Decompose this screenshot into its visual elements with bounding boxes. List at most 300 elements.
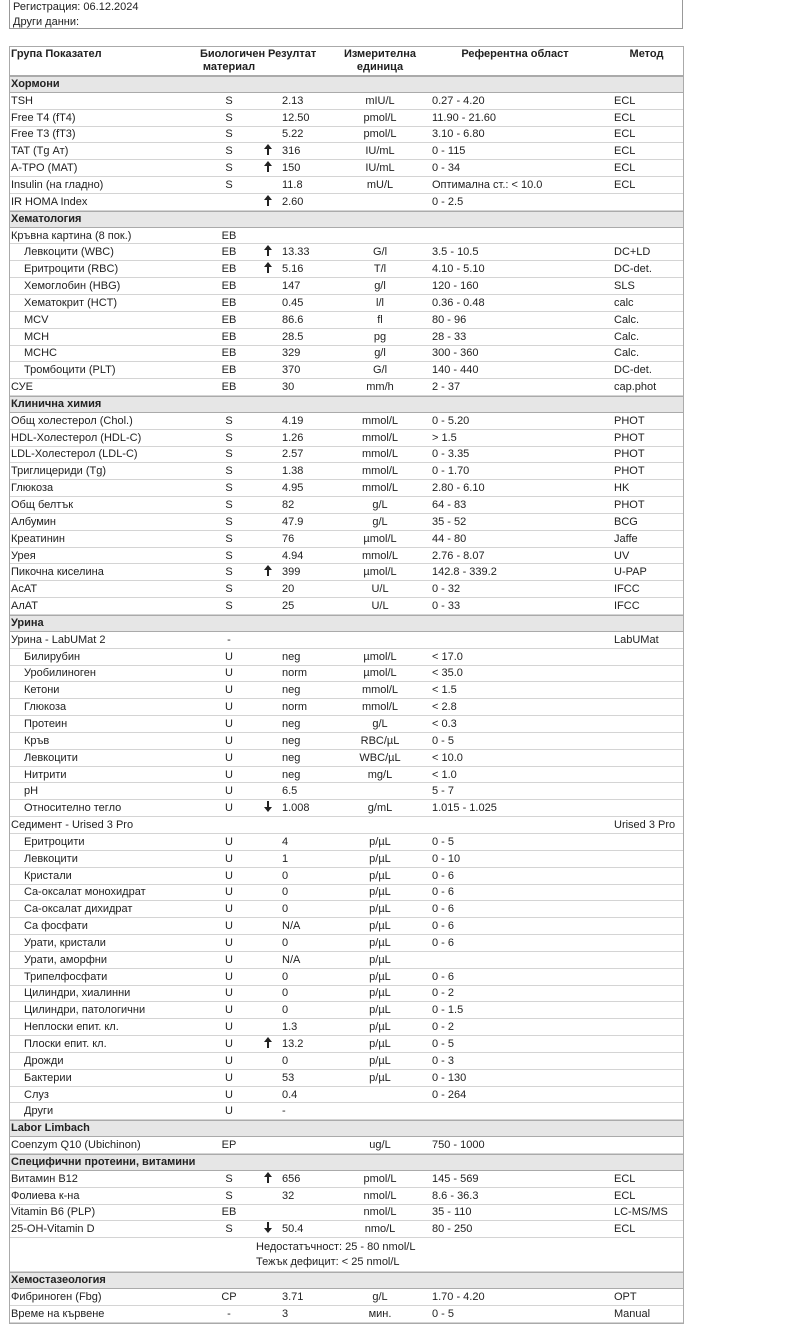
indicator-name: Урея — [11, 549, 36, 562]
unit: ug/L — [369, 1139, 391, 1152]
table-row — [10, 733, 683, 750]
table-row — [10, 800, 683, 817]
table-row — [10, 278, 683, 295]
unit: IU/mL — [365, 162, 395, 175]
reference-range: 0 - 3.35 — [432, 448, 470, 461]
table-row — [10, 767, 683, 784]
material: CP — [221, 1290, 237, 1303]
table-row — [10, 783, 683, 800]
result-value: 1 — [282, 852, 289, 865]
indicator-name: Фибриноген (Fbg) — [11, 1290, 102, 1303]
table-row — [10, 632, 683, 649]
arrow-up-icon — [258, 262, 278, 276]
result-value: neg — [282, 717, 301, 730]
unit: mmol/L — [361, 465, 399, 478]
reference-range: < 1.5 — [432, 684, 457, 697]
result-value: 0.4 — [282, 1088, 298, 1101]
indicator-name: 25-OH-Vitamin D — [11, 1223, 95, 1236]
arrow-up-icon — [258, 565, 278, 579]
reference-range: 750 - 1000 — [432, 1139, 485, 1152]
result-value: norm — [282, 701, 308, 714]
indicator-name: Билирубин — [24, 650, 81, 663]
reference-range: 0 - 2 — [432, 1021, 455, 1034]
table-row — [10, 127, 683, 144]
result-value: 3.71 — [282, 1290, 304, 1303]
material: S — [225, 532, 233, 545]
material: U — [225, 751, 233, 764]
table-row — [10, 295, 683, 312]
result-value: 53 — [282, 1071, 295, 1084]
indicator-name: Протеин — [24, 717, 68, 730]
table-row — [10, 885, 683, 902]
result-value: N/A — [282, 953, 301, 966]
material: U — [225, 1038, 233, 1051]
result-value: 4.95 — [282, 482, 304, 495]
section-header: Labor Limbach — [10, 1120, 683, 1137]
material: U — [225, 1054, 233, 1067]
unit: mg/L — [367, 768, 393, 781]
method: Calc. — [614, 313, 640, 326]
reference-range: 120 - 160 — [432, 280, 479, 293]
unit: p/µL — [369, 970, 391, 983]
reference-range: 0 - 33 — [432, 600, 461, 613]
result-value: neg — [282, 768, 301, 781]
reference-range: 0 - 3 — [432, 1054, 455, 1067]
result-value: 0 — [282, 1004, 289, 1017]
reference-range: 0 - 6 — [432, 920, 455, 933]
reference-range: 28 - 33 — [432, 330, 467, 343]
indicator-name: АсАТ — [11, 583, 38, 596]
unit: p/µL — [369, 903, 391, 916]
reference-range: 0 - 5 — [432, 734, 455, 747]
material: S — [225, 1189, 233, 1202]
reference-range: < 1.0 — [432, 768, 457, 781]
result-value: 13.2 — [282, 1038, 304, 1051]
table-row — [10, 682, 683, 699]
result-value: 2.60 — [282, 195, 304, 208]
reference-range: 0 - 32 — [432, 583, 461, 596]
result-value: 4.19 — [282, 414, 304, 427]
reference-range: 0 - 130 — [432, 1071, 467, 1084]
reference-range: 4.10 - 5.10 — [432, 263, 485, 276]
reference-range: 0 - 10 — [432, 852, 461, 865]
unit: g/L — [372, 499, 388, 512]
table-row — [10, 851, 683, 868]
table-row — [10, 497, 683, 514]
result-value: 656 — [282, 1172, 301, 1185]
indicator-name: Урати, аморфни — [24, 953, 107, 966]
method: ECL — [614, 178, 636, 191]
table-row — [10, 598, 683, 615]
table-row — [10, 969, 683, 986]
indicator-name: Урати, кристали — [24, 936, 106, 949]
result-value: 5.16 — [282, 263, 304, 276]
table-row — [10, 430, 683, 447]
material: U — [225, 684, 233, 697]
result-value: 0 — [282, 886, 289, 899]
unit: IU/mL — [365, 145, 395, 158]
unit: mmol/L — [361, 414, 399, 427]
material: EB — [221, 330, 237, 343]
method: IFCC — [614, 600, 640, 613]
result-value: N/A — [282, 920, 301, 933]
arrow-up-icon — [258, 1172, 278, 1186]
indicator-name: Левкоцити — [24, 852, 78, 865]
material: U — [225, 717, 233, 730]
method: U-PAP — [614, 566, 647, 579]
arrow-up-icon — [258, 161, 278, 175]
reference-range: 0 - 6 — [432, 970, 455, 983]
indicator-name: Дрожди — [24, 1054, 64, 1067]
method: DC+LD — [614, 246, 651, 259]
indicator-name: MCV — [24, 313, 49, 326]
result-value: 11.8 — [282, 178, 303, 191]
reference-range: 80 - 250 — [432, 1223, 473, 1236]
material: S — [225, 465, 233, 478]
unit: pmol/L — [363, 111, 397, 124]
reference-range: 1.70 - 4.20 — [432, 1290, 485, 1303]
table-row — [10, 93, 683, 110]
header-method: Метод — [629, 48, 664, 60]
table-row — [10, 312, 683, 329]
result-value: 5.22 — [282, 128, 304, 141]
material: U — [225, 1021, 233, 1034]
section-header: Специфични протеини, витамини — [10, 1154, 683, 1171]
indicator-name: Общ белтък — [11, 499, 74, 512]
material: S — [225, 1223, 233, 1236]
table-row — [10, 194, 683, 211]
method: PHOT — [614, 414, 645, 427]
table-row — [10, 177, 683, 194]
method: ECL — [614, 145, 636, 158]
table-row — [10, 666, 683, 683]
unit: mmol/L — [361, 448, 399, 461]
table-row — [10, 1087, 683, 1104]
arrow-up-icon — [258, 195, 278, 209]
indicator-name: Кристали — [24, 869, 72, 882]
indicator-name: Ca фосфати — [24, 920, 88, 933]
indicator-name: Нитрити — [24, 768, 67, 781]
material: U — [225, 734, 233, 747]
table-row — [10, 531, 683, 548]
result-value: neg — [282, 734, 301, 747]
vitamin-d-note — [10, 1238, 683, 1272]
indicator-name: Трипелфосфати — [24, 970, 108, 983]
table-row — [10, 1306, 683, 1323]
reference-range: 3.10 - 6.80 — [432, 128, 485, 141]
unit: p/µL — [369, 1054, 391, 1067]
reference-range: 5 - 7 — [432, 785, 455, 798]
reference-range: 44 - 80 — [432, 532, 467, 545]
table-row — [10, 413, 683, 430]
reference-range: 1.015 - 1.025 — [432, 802, 497, 815]
unit: мин. — [368, 1307, 392, 1320]
section-header: Хормони — [10, 76, 683, 93]
header-unit: Измерителна единица — [343, 48, 417, 73]
unit: p/µL — [369, 936, 391, 949]
unit: G/l — [372, 246, 388, 259]
material: U — [225, 835, 233, 848]
material: EB — [221, 1206, 237, 1219]
table-row — [10, 817, 683, 834]
material: U — [225, 1088, 233, 1101]
result-value: 50.4 — [282, 1223, 304, 1236]
material: U — [225, 852, 233, 865]
reference-range: 0 - 2 — [432, 987, 455, 1000]
other-data: Други данни: — [13, 16, 80, 28]
result-value: 2.13 — [282, 94, 304, 107]
table-row — [10, 514, 683, 531]
indicator-name: Глюкоза — [24, 701, 67, 714]
indicator-name: Free T3 (fT3) — [11, 128, 76, 141]
reference-range: 2.80 - 6.10 — [432, 482, 485, 495]
unit: p/µL — [369, 1038, 391, 1051]
table-row — [10, 110, 683, 127]
unit: pg — [373, 330, 387, 343]
table-row — [10, 346, 683, 363]
material: - — [227, 633, 231, 646]
indicator-name: Еритроцити — [24, 835, 85, 848]
table-row — [10, 329, 683, 346]
table-row — [10, 699, 683, 716]
result-value: 0 — [282, 903, 289, 916]
method: DC-det. — [614, 263, 652, 276]
result-value: 0.45 — [282, 296, 304, 309]
indicator-name: Цилиндри, хиалинни — [24, 987, 131, 1000]
unit: p/µL — [369, 869, 391, 882]
indicator-name: Витамин B12 — [11, 1172, 78, 1185]
result-value: 20 — [282, 583, 295, 596]
reference-range: 11.90 - 21.60 — [432, 111, 497, 124]
reference-range: 0 - 6 — [432, 869, 455, 882]
material: S — [225, 145, 233, 158]
material: S — [225, 566, 233, 579]
reference-range: < 35.0 — [432, 667, 463, 680]
unit: U/L — [371, 600, 389, 613]
indicator-name: Слуз — [24, 1088, 49, 1101]
reference-range: 8.6 - 36.3 — [432, 1189, 479, 1202]
table-row — [10, 716, 683, 733]
indicator-name: Ca-оксалат монохидрат — [24, 886, 146, 899]
indicator-name: MCHC — [24, 347, 57, 360]
method: ECL — [614, 1223, 636, 1236]
table-row — [10, 1137, 683, 1154]
method: Calc. — [614, 347, 640, 360]
unit: mmol/L — [361, 684, 399, 697]
table-row — [10, 261, 683, 278]
unit: µmol/L — [363, 532, 397, 545]
reference-range: 0 - 264 — [432, 1088, 467, 1101]
indicator-name: Ca-оксалат дихидрат — [24, 903, 133, 916]
indicator-name: Плоски епит. кл. — [24, 1038, 107, 1051]
reference-range: 0 - 5 — [432, 1038, 455, 1051]
unit: WBC/µL — [359, 751, 401, 764]
table-row — [10, 548, 683, 565]
material: U — [225, 953, 233, 966]
result-value: 13.33 — [282, 246, 310, 259]
result-value: 4.94 — [282, 549, 304, 562]
reference-range: < 10.0 — [432, 751, 463, 764]
header-material: Биологичен материал — [200, 48, 266, 73]
result-value: 6.5 — [282, 785, 298, 798]
method: LC-MS/MS — [614, 1206, 668, 1219]
indicator-name: Пикочна киселина — [11, 566, 104, 579]
material: U — [225, 768, 233, 781]
unit: p/µL — [369, 953, 391, 966]
table-row — [10, 952, 683, 969]
table-header — [10, 47, 683, 76]
method: ECL — [614, 1189, 636, 1202]
reference-range: 2 - 37 — [432, 381, 461, 394]
unit: µmol/L — [363, 667, 397, 680]
material: S — [225, 499, 233, 512]
table-row — [10, 750, 683, 767]
indicator-name: Тромбоцити (PLT) — [24, 364, 116, 377]
table-row — [10, 918, 683, 935]
reference-range: 0 - 5 — [432, 835, 455, 848]
material: U — [225, 650, 233, 663]
indicator-name: A-TPO (MAT) — [11, 162, 78, 175]
reference-range: 35 - 52 — [432, 515, 467, 528]
material: EB — [221, 364, 237, 377]
result-value: 0 — [282, 869, 289, 882]
reference-range: 0 - 34 — [432, 162, 461, 175]
unit: fl — [377, 313, 383, 326]
result-value: 0 — [282, 1054, 289, 1067]
unit: U/L — [371, 583, 389, 596]
unit: mmol/L — [361, 431, 399, 444]
result-value: neg — [282, 751, 301, 764]
result-value: 1.008 — [282, 802, 310, 815]
material: EB — [221, 246, 237, 259]
table-row — [10, 986, 683, 1003]
reference-range: < 17.0 — [432, 650, 463, 663]
result-value: 76 — [282, 532, 295, 545]
result-value: 4 — [282, 835, 289, 848]
unit: T/l — [373, 263, 387, 276]
material: S — [225, 1172, 233, 1185]
unit: g/L — [372, 515, 388, 528]
material: S — [225, 162, 233, 175]
indicator-name: pH — [24, 785, 39, 798]
unit: mmol/L — [361, 701, 399, 714]
indicator-name: Vitamin B6 (PLP) — [11, 1206, 96, 1219]
table-row — [10, 649, 683, 666]
unit: mU/L — [366, 178, 394, 191]
unit: nmol/L — [363, 1206, 397, 1219]
material: EB — [221, 280, 237, 293]
indicator-name: Бактерии — [24, 1071, 72, 1084]
result-value: 3 — [282, 1307, 289, 1320]
material: U — [225, 869, 233, 882]
indicator-name: Еритроцити (RBC) — [24, 263, 119, 276]
indicator-name: TAT (Tg Ат) — [11, 145, 69, 158]
unit: p/µL — [369, 1071, 391, 1084]
material: S — [225, 549, 233, 562]
header-reference: Референтна област — [461, 48, 569, 60]
material: EP — [221, 1139, 237, 1152]
table-row — [10, 581, 683, 598]
indicator-name: Креатинин — [11, 532, 65, 545]
arrow-down-icon — [258, 1222, 278, 1236]
method: ECL — [614, 128, 636, 141]
section-header: Урина — [10, 615, 683, 632]
material: U — [225, 802, 233, 815]
material: U — [225, 1071, 233, 1084]
note-line: Недостатъчност: 25 - 80 nmol/L — [256, 1241, 416, 1254]
material: EB — [221, 313, 237, 326]
result-value: 12.50 — [282, 111, 310, 124]
method: IFCC — [614, 583, 640, 596]
result-value: 30 — [282, 381, 295, 394]
material: S — [225, 94, 233, 107]
table-row — [10, 1070, 683, 1087]
reference-range: 0 - 2.5 — [432, 195, 464, 208]
result-value: 150 — [282, 162, 301, 175]
method: OPT — [614, 1290, 637, 1303]
material: EB — [221, 381, 237, 394]
material: S — [225, 515, 233, 528]
indicator-name: Глюкоза — [11, 482, 54, 495]
reference-range: 35 - 110 — [432, 1206, 472, 1219]
unit: l/l — [376, 296, 384, 309]
indicator-name: Урина - LabUMat 2 — [11, 633, 106, 646]
table-row — [10, 160, 683, 177]
indicator-name: Неплоски епит. кл. — [24, 1021, 119, 1034]
table-row — [10, 1289, 683, 1306]
section-header: Хемостазеология — [10, 1272, 683, 1289]
result-value: neg — [282, 650, 301, 663]
indicator-name: Цилиндри, патологични — [24, 1004, 146, 1017]
unit: p/µL — [369, 835, 391, 848]
indicator-name: Coenzym Q10 (Ubichinon) — [11, 1139, 141, 1152]
material: U — [225, 701, 233, 714]
reference-range: 0 - 6 — [432, 886, 455, 899]
material: U — [225, 903, 233, 916]
material: S — [225, 178, 233, 191]
table-row — [10, 935, 683, 952]
table-row — [10, 564, 683, 581]
section-header: Клинична химия — [10, 396, 683, 413]
reference-range: 0 - 1.5 — [432, 1004, 464, 1017]
method: ECL — [614, 162, 636, 175]
unit: µmol/L — [363, 566, 397, 579]
table-row — [10, 480, 683, 497]
result-value: 25 — [282, 600, 295, 613]
table-row — [10, 379, 683, 396]
unit: mmol/L — [361, 482, 399, 495]
reference-range: > 1.5 — [432, 431, 457, 444]
reference-range: 0 - 6 — [432, 936, 455, 949]
reference-range: 80 - 96 — [432, 313, 467, 326]
indicator-name: Албумин — [11, 515, 56, 528]
method: Jaffe — [614, 532, 638, 545]
material: EB — [221, 347, 237, 360]
method: PHOT — [614, 431, 645, 444]
material: U — [225, 886, 233, 899]
unit: RBC/µL — [360, 734, 400, 747]
table-row — [10, 447, 683, 464]
unit: g/l — [374, 347, 386, 360]
result-value: 0 — [282, 970, 289, 983]
table-row — [10, 1171, 683, 1188]
method: SLS — [614, 280, 635, 293]
indicator-name: Уробилиноген — [24, 667, 96, 680]
method: UV — [614, 549, 630, 562]
material: S — [225, 111, 233, 124]
indicator-name: Кетони — [24, 684, 60, 697]
table-row — [10, 1205, 683, 1222]
